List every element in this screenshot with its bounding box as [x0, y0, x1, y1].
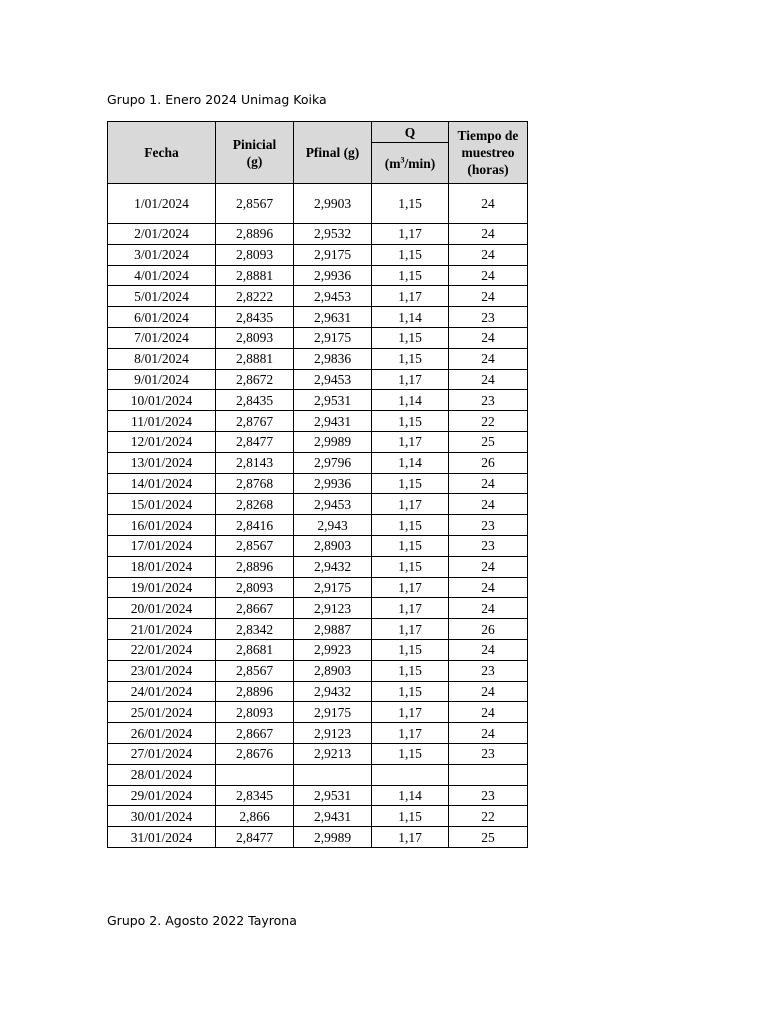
table-row: [108, 785, 528, 806]
table-row: [108, 390, 528, 411]
fecha-cell: 14/01/2024: [108, 473, 216, 494]
header-q-unit-prefix: (m: [384, 155, 401, 171]
q-cell: 1,15: [372, 660, 449, 681]
fecha-cell: 30/01/2024: [108, 806, 216, 827]
pinicial-cell: 2,8477: [216, 431, 294, 452]
table-row: [108, 244, 528, 265]
q-cell: 1,17: [372, 224, 449, 245]
table-row: [108, 660, 528, 681]
header-q: Q: [372, 122, 449, 143]
pfinal-cell: 2,9453: [294, 286, 372, 307]
fecha-cell: 1/01/2024: [108, 184, 216, 224]
pfinal-cell: 2,9175: [294, 702, 372, 723]
table-row: [108, 431, 528, 452]
q-cell: 1,15: [372, 535, 449, 556]
table-row: [108, 764, 528, 785]
pfinal-cell: 2,9453: [294, 494, 372, 515]
table-row: [108, 702, 528, 723]
pfinal-cell: 2,9631: [294, 307, 372, 328]
tiempo-cell: 23: [449, 535, 528, 556]
q-cell: 1,15: [372, 473, 449, 494]
fecha-cell: 12/01/2024: [108, 431, 216, 452]
header-tiempo-line3: (horas): [467, 162, 509, 177]
fecha-cell: 8/01/2024: [108, 348, 216, 369]
pinicial-cell: 2,8567: [216, 184, 294, 224]
pfinal-cell: 2,9213: [294, 743, 372, 764]
tiempo-cell: 24: [449, 556, 528, 577]
table-row: [108, 411, 528, 432]
q-cell: 1,15: [372, 411, 449, 432]
q-cell: 1,14: [372, 785, 449, 806]
fecha-cell: 27/01/2024: [108, 743, 216, 764]
tiempo-cell: 24: [449, 494, 528, 515]
table-row: [108, 577, 528, 598]
fecha-cell: 22/01/2024: [108, 639, 216, 660]
tiempo-cell: 23: [449, 515, 528, 536]
table-row: [108, 452, 528, 473]
fecha-cell: 19/01/2024: [108, 577, 216, 598]
tiempo-cell: 24: [449, 369, 528, 390]
pinicial-cell: 2,8768: [216, 473, 294, 494]
table-row: [108, 515, 528, 536]
q-cell: 1,15: [372, 327, 449, 348]
group-1-heading: Grupo 1. Enero 2024 Unimag Koika: [107, 92, 327, 107]
group-2-heading: Grupo 2. Agosto 2022 Tayrona: [107, 913, 297, 928]
pinicial-cell: 2,8672: [216, 369, 294, 390]
pfinal-cell: 2,9432: [294, 556, 372, 577]
pinicial-cell: 2,8881: [216, 348, 294, 369]
header-fecha: Fecha: [108, 122, 216, 184]
tiempo-cell: 24: [449, 598, 528, 619]
pfinal-cell: 2,9531: [294, 785, 372, 806]
fecha-cell: 29/01/2024: [108, 785, 216, 806]
tiempo-cell: 24: [449, 348, 528, 369]
tiempo-cell: 25: [449, 827, 528, 848]
pfinal-cell: 2,9836: [294, 348, 372, 369]
table-row: [108, 473, 528, 494]
q-cell: 1,14: [372, 307, 449, 328]
table-row: [108, 369, 528, 390]
pinicial-cell: 2,8345: [216, 785, 294, 806]
q-cell: 1,15: [372, 806, 449, 827]
pfinal-cell: 2,9123: [294, 723, 372, 744]
q-cell: 1,17: [372, 577, 449, 598]
tiempo-cell: 22: [449, 411, 528, 432]
tiempo-cell: [449, 764, 528, 785]
tiempo-cell: 24: [449, 184, 528, 224]
pinicial-cell: 2,8896: [216, 681, 294, 702]
header-pfinal: Pfinal (g): [294, 122, 372, 184]
tiempo-cell: 23: [449, 660, 528, 681]
table-body: [108, 184, 528, 848]
tiempo-cell: 24: [449, 577, 528, 598]
header-pinicial-line1: Pinicial: [232, 136, 277, 152]
table-row: [108, 639, 528, 660]
fecha-cell: 13/01/2024: [108, 452, 216, 473]
q-cell: 1,14: [372, 452, 449, 473]
table-row: [108, 681, 528, 702]
fecha-cell: 20/01/2024: [108, 598, 216, 619]
header-q-unit-sup: 3: [400, 155, 405, 164]
pinicial-cell: 2,8093: [216, 702, 294, 723]
fecha-cell: 7/01/2024: [108, 327, 216, 348]
tiempo-cell: 26: [449, 619, 528, 640]
fecha-cell: 28/01/2024: [108, 764, 216, 785]
pinicial-cell: 2,8896: [216, 556, 294, 577]
pinicial-cell: 2,8093: [216, 244, 294, 265]
header-q-unit-suffix: /min): [404, 155, 436, 171]
pinicial-cell: 2,8143: [216, 452, 294, 473]
table-row: [108, 723, 528, 744]
pinicial-cell: 2,8416: [216, 515, 294, 536]
q-cell: 1,17: [372, 702, 449, 723]
fecha-cell: 9/01/2024: [108, 369, 216, 390]
pfinal-cell: 2,9431: [294, 806, 372, 827]
pinicial-cell: 2,8093: [216, 327, 294, 348]
tiempo-cell: 22: [449, 806, 528, 827]
pfinal-cell: 2,9923: [294, 639, 372, 660]
tiempo-cell: 24: [449, 723, 528, 744]
pinicial-cell: 2,866: [216, 806, 294, 827]
header-tiempo: [449, 122, 528, 184]
fecha-cell: 6/01/2024: [108, 307, 216, 328]
table-row: [108, 806, 528, 827]
tiempo-cell: 24: [449, 244, 528, 265]
tiempo-cell: 24: [449, 224, 528, 245]
table-row: [108, 743, 528, 764]
pinicial-cell: 2,8268: [216, 494, 294, 515]
q-cell: [372, 764, 449, 785]
header-pinicial-line2: (g): [246, 153, 263, 169]
sampling-table: [107, 121, 528, 848]
table-row: [108, 348, 528, 369]
q-cell: 1,15: [372, 348, 449, 369]
pinicial-cell: 2,8567: [216, 535, 294, 556]
pfinal-cell: 2,9531: [294, 390, 372, 411]
q-cell: 1,17: [372, 369, 449, 390]
pfinal-cell: 2,8903: [294, 535, 372, 556]
header-q-unit: [372, 143, 449, 184]
table-row: [108, 224, 528, 245]
fecha-cell: 16/01/2024: [108, 515, 216, 536]
pinicial-cell: 2,8667: [216, 598, 294, 619]
pfinal-cell: 2,9453: [294, 369, 372, 390]
table-row: [108, 327, 528, 348]
fecha-cell: 18/01/2024: [108, 556, 216, 577]
header-tiempo-line1: Tiempo de: [457, 128, 519, 143]
tiempo-cell: 24: [449, 286, 528, 307]
tiempo-cell: 24: [449, 473, 528, 494]
pinicial-cell: 2,8342: [216, 619, 294, 640]
fecha-cell: 10/01/2024: [108, 390, 216, 411]
tiempo-cell: 24: [449, 681, 528, 702]
pinicial-cell: 2,8881: [216, 265, 294, 286]
table-row: [108, 265, 528, 286]
table-row: [108, 598, 528, 619]
pfinal-cell: 2,9796: [294, 452, 372, 473]
tiempo-cell: 26: [449, 452, 528, 473]
q-cell: 1,17: [372, 494, 449, 515]
pinicial-cell: 2,8567: [216, 660, 294, 681]
fecha-cell: 21/01/2024: [108, 619, 216, 640]
fecha-cell: 24/01/2024: [108, 681, 216, 702]
pfinal-cell: 2,8903: [294, 660, 372, 681]
pfinal-cell: 2,9431: [294, 411, 372, 432]
fecha-cell: 31/01/2024: [108, 827, 216, 848]
tiempo-cell: 25: [449, 431, 528, 452]
q-cell: 1,15: [372, 681, 449, 702]
q-cell: 1,15: [372, 244, 449, 265]
pfinal-cell: 2,9532: [294, 224, 372, 245]
pinicial-cell: 2,8222: [216, 286, 294, 307]
table-row: [108, 307, 528, 328]
table-row: [108, 556, 528, 577]
pfinal-cell: 2,9936: [294, 473, 372, 494]
tiempo-cell: 24: [449, 265, 528, 286]
pinicial-cell: 2,8093: [216, 577, 294, 598]
fecha-cell: 15/01/2024: [108, 494, 216, 515]
q-cell: 1,15: [372, 556, 449, 577]
pinicial-cell: 2,8667: [216, 723, 294, 744]
pfinal-cell: 2,9175: [294, 327, 372, 348]
fecha-cell: 23/01/2024: [108, 660, 216, 681]
table-row: [108, 535, 528, 556]
pinicial-cell: [216, 764, 294, 785]
pfinal-cell: 2,9175: [294, 244, 372, 265]
pfinal-cell: [294, 764, 372, 785]
pinicial-cell: 2,8477: [216, 827, 294, 848]
q-cell: 1,17: [372, 827, 449, 848]
table-row: [108, 827, 528, 848]
header-pinicial: [216, 122, 294, 184]
fecha-cell: 26/01/2024: [108, 723, 216, 744]
pfinal-cell: 2,9432: [294, 681, 372, 702]
pinicial-cell: 2,8435: [216, 307, 294, 328]
tiempo-cell: 24: [449, 702, 528, 723]
tiempo-cell: 23: [449, 743, 528, 764]
tiempo-cell: 23: [449, 785, 528, 806]
fecha-cell: 2/01/2024: [108, 224, 216, 245]
q-cell: 1,17: [372, 286, 449, 307]
table-row: [108, 619, 528, 640]
tiempo-cell: 23: [449, 307, 528, 328]
q-cell: 1,15: [372, 515, 449, 536]
pinicial-cell: 2,8681: [216, 639, 294, 660]
tiempo-cell: 23: [449, 390, 528, 411]
q-cell: 1,15: [372, 743, 449, 764]
q-cell: 1,17: [372, 723, 449, 744]
fecha-cell: 25/01/2024: [108, 702, 216, 723]
pfinal-cell: 2,943: [294, 515, 372, 536]
table-row: [108, 184, 528, 224]
pfinal-cell: 2,9936: [294, 265, 372, 286]
q-cell: 1,17: [372, 431, 449, 452]
pfinal-cell: 2,9989: [294, 431, 372, 452]
tiempo-cell: 24: [449, 639, 528, 660]
table-row: [108, 494, 528, 515]
q-cell: 1,14: [372, 390, 449, 411]
pfinal-cell: 2,9903: [294, 184, 372, 224]
pinicial-cell: 2,8767: [216, 411, 294, 432]
q-cell: 1,15: [372, 265, 449, 286]
fecha-cell: 5/01/2024: [108, 286, 216, 307]
q-cell: 1,15: [372, 639, 449, 660]
pinicial-cell: 2,8676: [216, 743, 294, 764]
pfinal-cell: 2,9989: [294, 827, 372, 848]
q-cell: 1,15: [372, 184, 449, 224]
q-cell: 1,17: [372, 619, 449, 640]
fecha-cell: 4/01/2024: [108, 265, 216, 286]
fecha-cell: 3/01/2024: [108, 244, 216, 265]
pfinal-cell: 2,9175: [294, 577, 372, 598]
pfinal-cell: 2,9887: [294, 619, 372, 640]
q-cell: 1,17: [372, 598, 449, 619]
pinicial-cell: 2,8435: [216, 390, 294, 411]
table-row: [108, 286, 528, 307]
pfinal-cell: 2,9123: [294, 598, 372, 619]
tiempo-cell: 24: [449, 327, 528, 348]
fecha-cell: 17/01/2024: [108, 535, 216, 556]
header-tiempo-line2: muestreo: [461, 145, 515, 160]
pinicial-cell: 2,8896: [216, 224, 294, 245]
fecha-cell: 11/01/2024: [108, 411, 216, 432]
